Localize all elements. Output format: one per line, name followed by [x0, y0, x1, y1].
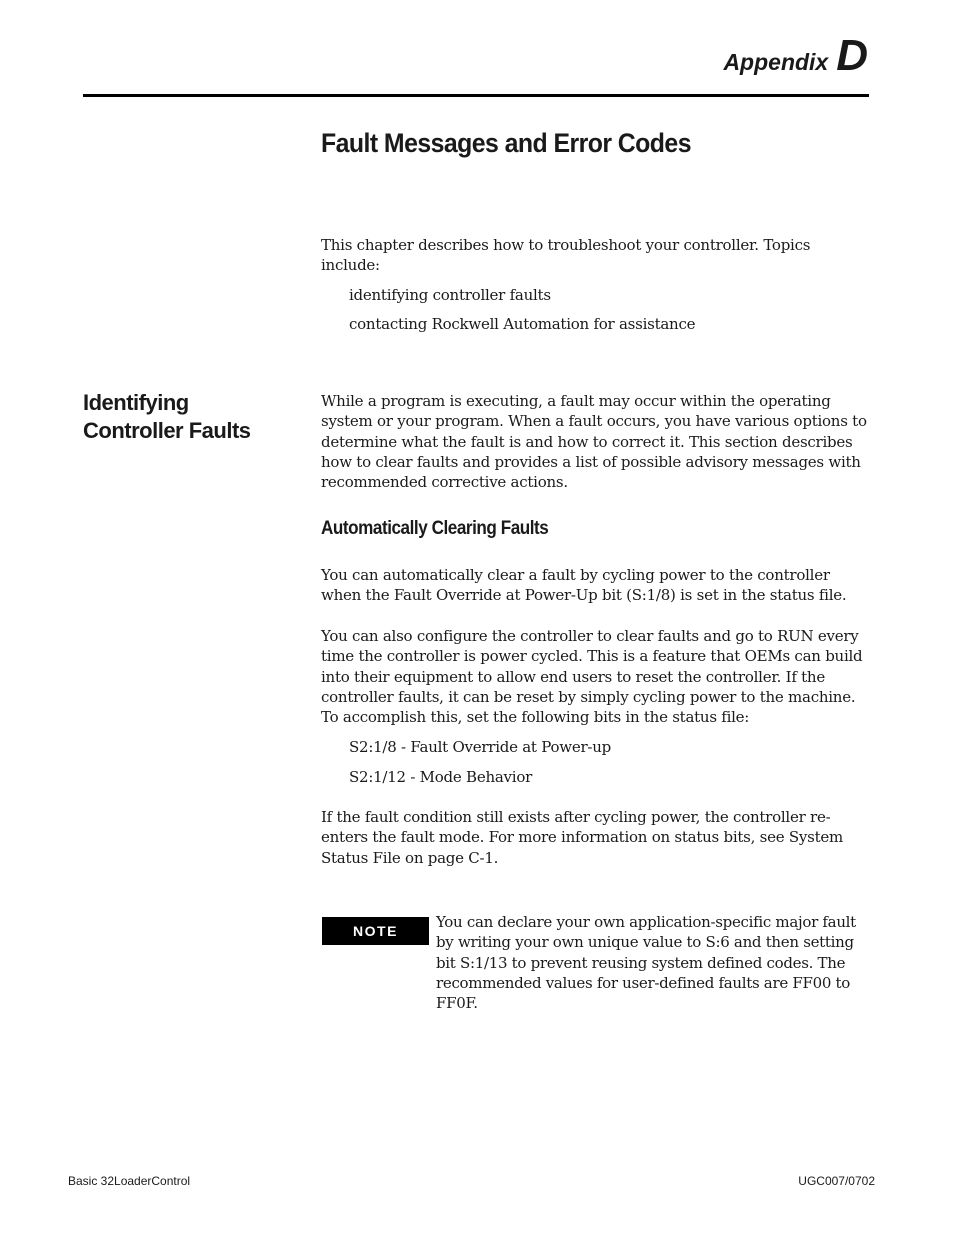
- footer-title: Basic 32LoaderControl: [68, 1174, 191, 1188]
- subsection-paragraph: If the fault condition still exists after cycling power, the controller re-enters the fault mode. For more information on status bits, see System Status File on page C-1.: [321, 808, 843, 867]
- subsection-heading: Automatically Clearing Faults: [321, 518, 549, 539]
- intro-topic-item: contacting Rockwell Automation for assistance: [349, 315, 696, 333]
- subsection-paragraph: You can also configure the controller to clear faults and go to RUN every time the controller is power cycled. This is a feature that OEMs can build into their equipment to allow end users to reset the controller. If the controller faults, it can be reset by simply cycling power to the machine. To accomplish this, set the following bits in the status file:: [321, 627, 863, 727]
- footer-doc-number: UGC007/0702: [798, 1174, 875, 1188]
- status-bit-item: S2:1/8 - Fault Override at Power-up: [349, 738, 611, 756]
- intro-topic-item: identifying controller faults: [349, 286, 551, 304]
- note-badge: NOTE: [322, 917, 429, 945]
- header-rule: [83, 94, 869, 97]
- page-title: Fault Messages and Error Codes: [321, 128, 691, 158]
- section-body: While a program is executing, a fault may occur within the operating system or your program. When a fault occurs, you have various options to determine what the fault is and how to correct it. This section describes how to clear faults and provides a list of possible advisory messages with recommended corrective actions.: [321, 392, 867, 492]
- appendix-letter: D: [836, 31, 868, 80]
- section-heading: Identifying Controller Faults: [83, 390, 251, 443]
- appendix-word: Appendix: [723, 49, 829, 75]
- subsection-paragraph: You can automatically clear a fault by cycling power to the controller when the Fault Override at Power-Up bit (S:1/8) is set in the status file.: [321, 566, 847, 605]
- appendix-label: [723, 31, 868, 80]
- intro-text: This chapter describes how to troubleshoot your controller. Topics include:: [321, 236, 811, 275]
- status-bit-item: S2:1/12 - Mode Behavior: [349, 768, 533, 786]
- note-text: You can declare your own application-specific major fault by writing your own unique value to S:6 and then setting bit S:1/13 to prevent reusing system defined codes. The recommended values for user-defined faults are FF00 to FF0F.: [436, 913, 856, 1013]
